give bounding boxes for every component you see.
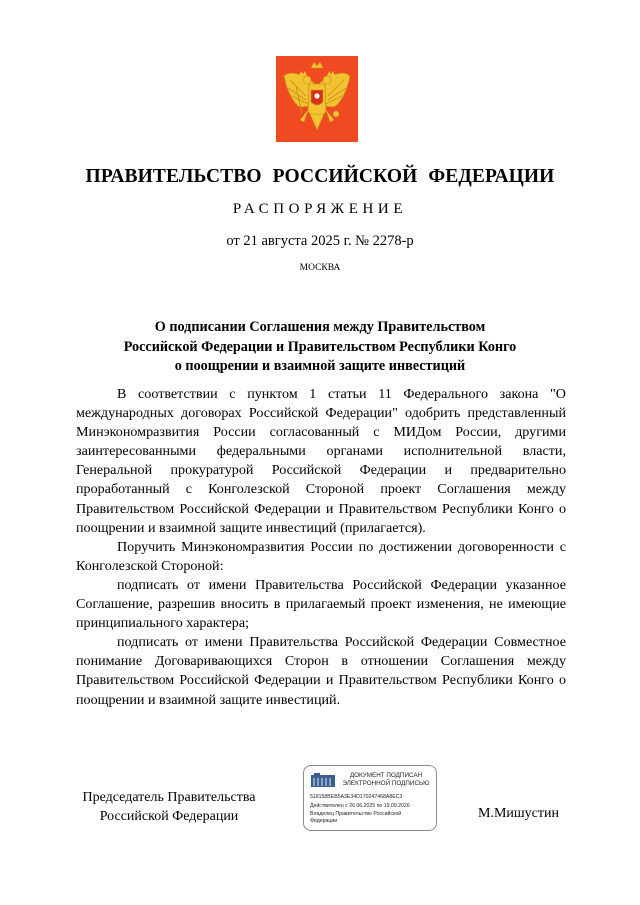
document-city: МОСКВА <box>299 263 341 273</box>
title-line-3: о поощрении и взаимной защите инвестиций <box>174 358 466 374</box>
stamp-heading-line-1: ДОКУМЕНТ ПОДПИСАН <box>349 772 423 779</box>
signatory-position-line-2: Российской Федерации <box>99 809 239 824</box>
document-type: РАСПОРЯЖЕНИЕ <box>232 201 408 217</box>
coat-of-arms-emblem <box>276 56 358 142</box>
government-building-icon <box>310 772 336 788</box>
document-date-number: от 21 августа 2025 г. № 2278-р <box>226 233 414 249</box>
document-title <box>0 318 640 377</box>
title-line-1: О подписании Соглашения между Правительством <box>154 319 486 335</box>
signatory-position <box>74 788 264 826</box>
electronic-signature-stamp <box>303 765 437 831</box>
signatory-name: М.Мишустин <box>478 806 559 821</box>
stamp-heading <box>338 772 434 788</box>
stamp-owner-line-2: Федерации <box>310 818 338 824</box>
stamp-owner-line-1: Владелец Правительство Российской <box>310 811 402 817</box>
body-paragraph-approval: В соответствии с пунктом 1 статьи 11 Федерального закона "О международных договорах Российской Федерации" одобрить представленный Минэкономразвития России согласованный с МИДом России, другими заинтересованными федеральными органами исполнительной власти, Генеральной прокуратурой Российской Федерации и предварительно проработанный с Конголезской Стороной проект Соглашения между Правительством Российской Федерации и Правительством Республики Конго о поощрении и взаимной защите инвестиций (прилагается). <box>76 386 566 536</box>
signatory-position-line-1: Председатель Правительства <box>82 790 256 805</box>
body-paragraph-sign-agreement: подписать от имени Правительства Российской Федерации указанное Соглашение, разрешив вносить в прилагаемый проект изменения, не имеющие принципиального характера; <box>76 576 566 632</box>
government-heading: ПРАВИТЕЛЬСТВО РОССИЙСКОЙ ФЕДЕРАЦИИ <box>85 166 555 187</box>
body-paragraph-sign-understanding: подписать от имени Правительства Российской Федерации Совместное понимание Договаривающихся Сторон в отношении Соглашения между Правительством Российской Федерации и Правительством Республики Конго о поощрении и взаимной защите инвестиций. <box>76 634 566 708</box>
stamp-serial: 518158BEB5A3E34D170247468A8EC3 <box>310 794 403 800</box>
stamp-heading-line-2: ЭЛЕКТРОННОЙ ПОДПИСЬЮ <box>342 780 430 787</box>
title-line-2: Российской Федерации и Правительством Республики Конго <box>123 338 517 355</box>
document-body <box>76 385 566 710</box>
body-paragraph-instruction: Поручить Минэкономразвития России по достижении договоренности с Конголезской Стороной: <box>76 538 566 574</box>
stamp-validity: Действителен с 26.06.2025 по 19.09.2026 <box>310 803 410 809</box>
